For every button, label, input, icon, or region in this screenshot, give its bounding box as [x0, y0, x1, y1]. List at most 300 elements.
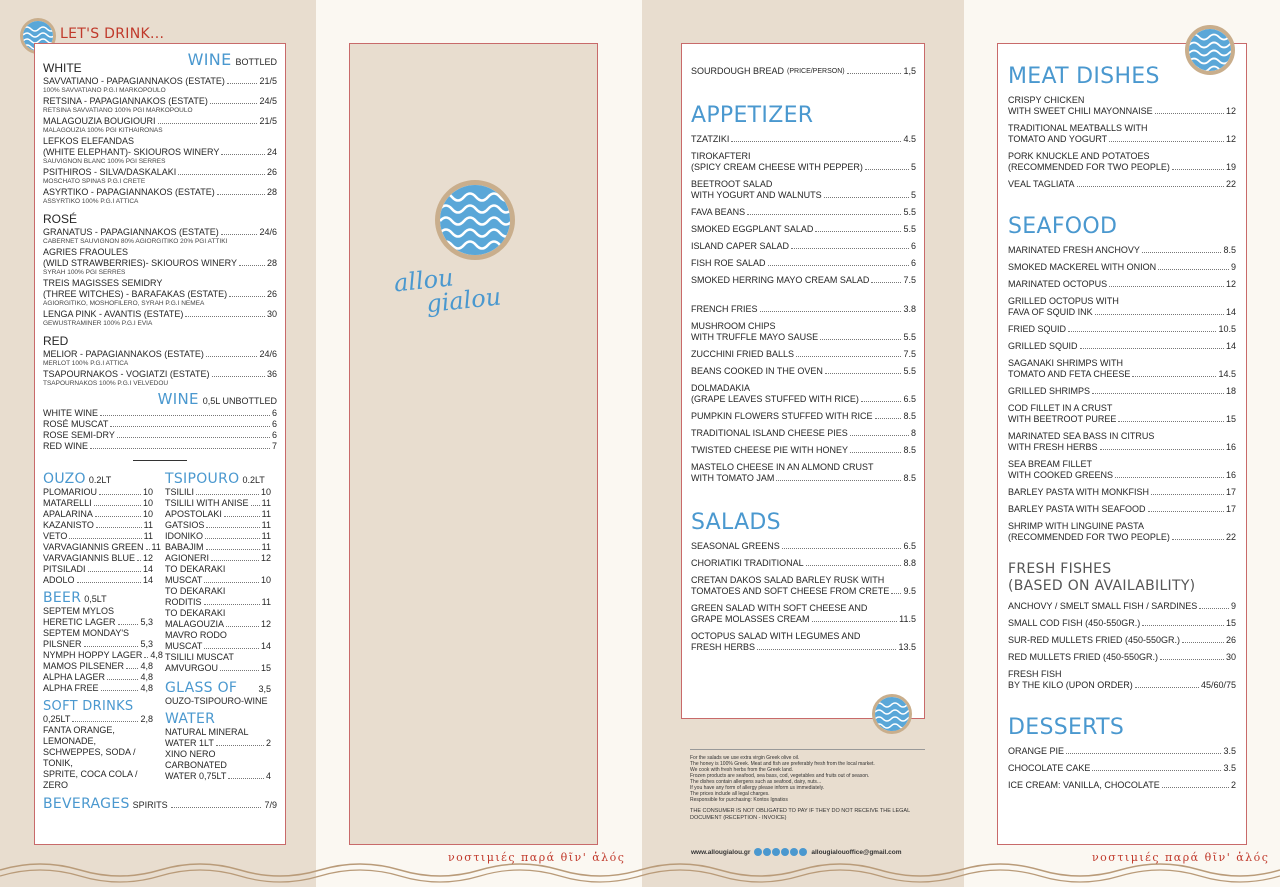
- item-row: [43, 408, 277, 419]
- salads-title: SALADS: [691, 510, 781, 535]
- leader-dots: [95, 516, 141, 517]
- menu-item: [691, 134, 916, 145]
- leader-dots: [117, 437, 270, 438]
- item-row: [691, 428, 916, 439]
- item-name: RED MULLETS FRIED (450-550GR.): [1008, 652, 1159, 662]
- menu-item: [165, 498, 271, 509]
- item-row: [43, 116, 277, 127]
- menu-item: [43, 520, 153, 531]
- item-row: [165, 498, 271, 509]
- mains-frame: [997, 43, 1247, 845]
- menu-item: [43, 628, 153, 639]
- menu-item: [43, 509, 153, 520]
- item-name: WITH COOKED GREENS: [1008, 470, 1114, 480]
- item-row: [43, 683, 153, 694]
- item-name: VETO: [43, 531, 68, 541]
- item-row: [43, 441, 277, 452]
- note-line: For the salads we use extra virgin Greek olive oil.: [690, 755, 800, 761]
- item-name: MATARELLI: [43, 498, 92, 508]
- item-row: [165, 597, 271, 608]
- leader-dots: [69, 538, 141, 539]
- item-name: VEAL TAGLIATA: [1008, 179, 1075, 189]
- item-name: ORANGE PIE: [1008, 746, 1065, 756]
- menu-item: [1008, 179, 1236, 190]
- item-name: APOSTOLAKI: [165, 509, 222, 519]
- appetizers-frame: [681, 43, 925, 719]
- leader-dots: [1182, 642, 1224, 643]
- leader-dots: [227, 83, 258, 84]
- item-price: 28: [266, 258, 277, 268]
- item-row: [43, 575, 153, 586]
- item-name: (RECOMMENDED FOR TWO PEOPLE): [1008, 532, 1170, 542]
- leader-dots: [815, 231, 901, 232]
- menu-item: [165, 542, 271, 553]
- leader-dots: [101, 690, 139, 691]
- leader-dots: [88, 571, 141, 572]
- item-name: FRENCH FRIES: [691, 304, 758, 314]
- item-price: 36: [266, 369, 277, 379]
- beer-suffix: 0,5LT: [84, 594, 107, 604]
- leader-dots: [204, 604, 260, 605]
- item-price: 6: [271, 408, 277, 418]
- item-name: TOMATO AND FETA CHEESE: [1008, 369, 1131, 379]
- item-price: 12: [260, 553, 271, 563]
- leader-dots: [806, 565, 902, 566]
- leader-dots: [861, 401, 902, 402]
- item-name: ISLAND CAPER SALAD: [691, 241, 790, 251]
- menu-item: [1008, 618, 1236, 629]
- item-price: 9: [1230, 601, 1236, 611]
- leader-dots: [1109, 286, 1224, 287]
- allergen-notes: [690, 755, 925, 803]
- item-row: [165, 487, 271, 498]
- item-name: APALARINA: [43, 509, 93, 519]
- leader-dots: [850, 452, 901, 453]
- item-price: 6: [910, 258, 916, 268]
- item-name-line1: MUSHROOM CHIPS: [691, 321, 776, 331]
- menu-item: [43, 430, 277, 441]
- item-row: [43, 96, 277, 107]
- item-row: [1008, 780, 1236, 791]
- leader-dots: [782, 548, 902, 549]
- item-price: 8.5: [1223, 245, 1236, 255]
- item-name: BARLEY PASTA WITH MONKFISH: [1008, 487, 1150, 497]
- lets-drink-heading: LET'S DRINK...: [60, 26, 165, 42]
- item-description: RETSINA SAVVATIANO 100% PGI MARKOPOULO: [43, 107, 193, 114]
- tsipouro-suffix: 0.2LT: [242, 475, 265, 485]
- fresh-fish-sub: (BASED ON AVAILABILITY): [1008, 578, 1196, 594]
- item-name: ALPHA LAGER: [43, 672, 106, 682]
- item-name: TZATZIKI: [691, 134, 730, 144]
- leader-dots: [768, 265, 909, 266]
- item-name: GRAPE MOLASSES CREAM: [691, 614, 810, 624]
- leader-dots: [185, 316, 265, 317]
- appetizer-list-2: [691, 304, 916, 484]
- note-line: The dishes contain allergens such as seafood, dairy, nuts...: [690, 779, 822, 785]
- menu-item: [691, 241, 916, 252]
- item-price: 26: [1225, 635, 1236, 645]
- item-row: [691, 190, 916, 201]
- item-name: RETSINA - PAPAGIANNAKOS (ESTATE): [43, 96, 208, 106]
- item-row: [1008, 179, 1236, 190]
- menu-item: [1008, 123, 1236, 145]
- item-name: CHORIATIKI TRADITIONAL: [691, 558, 804, 568]
- menu-item: [1008, 431, 1236, 453]
- item-name: GATSIOS: [165, 520, 205, 530]
- leader-dots: [1092, 770, 1221, 771]
- item-price: 4,8: [150, 650, 163, 660]
- item-row: [691, 366, 916, 377]
- leader-dots: [1160, 659, 1224, 660]
- glass-of-price: 3,5: [258, 684, 271, 694]
- item-row: [691, 275, 916, 286]
- item-price: 14.5: [1218, 369, 1236, 379]
- item-name: MARINATED FRESH ANCHOVY: [1008, 245, 1140, 255]
- item-price: 26: [266, 167, 277, 177]
- item-price: 14: [1225, 341, 1236, 351]
- item-name: SEASONAL GREENS: [691, 541, 780, 551]
- menu-item: [691, 383, 916, 405]
- seafood-list: [1008, 245, 1236, 543]
- menu-item: [1008, 262, 1236, 273]
- logo-badge-food: [872, 694, 912, 734]
- item-price: 7.5: [903, 349, 916, 359]
- item-row: [1008, 635, 1236, 646]
- item-name: GRANATUS - PAPAGIANNAKOS (ESTATE): [43, 227, 219, 237]
- leader-dots: [1172, 169, 1224, 170]
- leader-dots: [1158, 269, 1229, 270]
- menu-item: [1008, 95, 1236, 117]
- item-name: MALAGOUZIA BOUGIOURI: [43, 116, 156, 126]
- item-price: 3.5: [1223, 746, 1236, 756]
- leader-dots: [850, 435, 909, 436]
- menu-item: [1008, 459, 1236, 481]
- item-row: [43, 628, 153, 639]
- item-name: (SPICY CREAM CHEESE WITH PEPPER): [691, 162, 863, 172]
- leader-dots: [1199, 608, 1229, 609]
- menu-item: [43, 76, 277, 95]
- item-name: ICE CREAM: VANILLA, CHOCOLATE: [1008, 780, 1160, 790]
- leader-dots: [229, 296, 265, 297]
- beer-list: [43, 606, 163, 694]
- item-name: PSITHIROS - SILVA/DASKALAKI: [43, 167, 177, 177]
- item-name: SEPTEM MYLOS: [43, 606, 115, 616]
- menu-item: [43, 349, 277, 368]
- item-name-line1: CRISPY CHICKEN: [1008, 95, 1085, 105]
- leader-dots: [1162, 787, 1229, 788]
- item-price: 6: [910, 241, 916, 251]
- item-row: [1008, 162, 1236, 173]
- menu-item: [43, 661, 153, 672]
- leader-dots: [99, 494, 141, 495]
- menu-item: [1008, 601, 1236, 612]
- item-price: 4,8: [140, 683, 153, 693]
- item-row: [165, 509, 271, 520]
- desserts-title: DESSERTS: [1008, 715, 1125, 740]
- item-name: MARINATED OCTOPUS: [1008, 279, 1108, 289]
- red-title: RED: [43, 334, 69, 348]
- meat-title: MEAT DISHES: [1008, 64, 1160, 89]
- item-price: 8.8: [903, 558, 916, 568]
- leader-dots: [1118, 421, 1224, 422]
- leader-dots: [220, 670, 259, 671]
- item-row: [691, 411, 916, 422]
- item-price: 5: [910, 162, 916, 172]
- menu-item: [691, 445, 916, 456]
- item-price: 24: [266, 147, 277, 157]
- leader-dots: [205, 538, 260, 539]
- item-name: ROSÉ MUSCAT: [43, 419, 109, 429]
- item-price: 30: [266, 309, 277, 319]
- menu-item: [165, 727, 271, 749]
- item-name: MUSCAT: [165, 575, 203, 585]
- item-price: 3.8: [903, 304, 916, 314]
- ouzo-title: OUZO: [43, 471, 86, 487]
- wine-unbottled-suffix: 0,5L UNBOTTLED: [202, 396, 277, 406]
- item-name: WITH TOMATO JAM: [691, 473, 775, 483]
- brand-line2: gialou: [424, 282, 503, 319]
- menu-item: [691, 411, 916, 422]
- menu-item: [43, 617, 153, 628]
- item-row: [165, 663, 271, 674]
- item-row: [691, 332, 916, 343]
- white-wine-list: [43, 76, 277, 206]
- item-row: [1008, 763, 1236, 774]
- item-name: ASYRTIKO - PAPAGIANNAKOS (ESTATE): [43, 187, 215, 197]
- glass-of-title: GLASS OF: [165, 680, 238, 696]
- item-price: 11: [261, 498, 271, 508]
- item-price: 12: [1225, 279, 1236, 289]
- menu-item: [43, 187, 277, 206]
- leader-dots: [90, 448, 270, 449]
- item-price: 8.5: [903, 411, 916, 421]
- item-row: [1008, 245, 1236, 256]
- menu-item: [691, 462, 916, 484]
- menu-item: [43, 408, 277, 419]
- item-description: TSAPOURNAKOS 100% P.G.I VELVEDOU: [43, 380, 169, 387]
- menu-item: [691, 224, 916, 235]
- menu-item: [691, 366, 916, 377]
- leader-dots: [158, 123, 258, 124]
- item-row: [691, 586, 916, 597]
- item-name: WATER 0,75LT: [165, 771, 227, 781]
- leader-dots: [1100, 449, 1224, 450]
- item-name: MUSCAT: [165, 641, 203, 651]
- item-row: [1008, 470, 1236, 481]
- item-name: ALPHA FREE: [43, 683, 99, 693]
- leader-dots: [812, 621, 898, 622]
- item-row: [43, 661, 153, 672]
- menu-item: [43, 564, 153, 575]
- item-name: SMOKED EGGPLANT SALAD: [691, 224, 814, 234]
- item-price: 14: [1225, 307, 1236, 317]
- tsipouro-title: TSIPOURO: [165, 471, 240, 487]
- leader-dots: [144, 657, 148, 658]
- leader-dots: [824, 197, 909, 198]
- leader-dots: [204, 582, 259, 583]
- soft-drink-line: SCHWEPPES, SODA / TONIK,: [43, 747, 136, 768]
- leader-dots: [77, 582, 141, 583]
- website-link[interactable]: www.allougialou.gr: [691, 848, 751, 856]
- menu-item: [1008, 780, 1236, 791]
- item-row: [691, 224, 916, 235]
- item-name: (GRAPE LEAVES STUFFED WITH RICE): [691, 394, 859, 404]
- leader-dots: [1148, 511, 1224, 512]
- leader-dots: [100, 415, 270, 416]
- item-name: WHITE WINE: [43, 408, 98, 418]
- wave-logo-icon: [875, 697, 909, 731]
- note-line: The honey is 100% Greek. Meat and fish are preferably fresh from the local market.: [690, 761, 875, 767]
- menu-item: [165, 630, 271, 652]
- item-row: [43, 650, 163, 661]
- divider: [133, 460, 187, 461]
- item-price: 45/60/75: [1200, 680, 1236, 690]
- item-price: 15: [260, 663, 271, 673]
- item-price: 11: [261, 542, 271, 552]
- item-row: [165, 619, 271, 630]
- item-row: [1008, 386, 1236, 397]
- leader-dots: [224, 516, 260, 517]
- item-price: 5.5: [903, 332, 916, 342]
- item-row: [43, 606, 153, 617]
- email-link[interactable]: allougialouoffice@gmail.com: [811, 848, 902, 856]
- item-name: AGIONERI: [165, 553, 210, 563]
- item-name-line1: AGRIES FRAOULES: [43, 247, 129, 257]
- menu-item: [691, 207, 916, 218]
- leader-dots: [1109, 141, 1224, 142]
- item-name: MAMOS PILSENER: [43, 661, 125, 671]
- item-name: TOMATOES AND SOFT CHEESE FROM CRETE: [691, 586, 890, 596]
- wine-bottled-title: WINE: [187, 50, 232, 69]
- item-description: SAUVIGNON BLANC 100% PGI SERRES: [43, 158, 166, 165]
- soft-drink-line: SPRITE, COCA COLA / ZERO: [43, 769, 138, 790]
- item-price: 11: [261, 520, 271, 530]
- menu-item: [691, 558, 916, 569]
- leader-dots: [107, 679, 138, 680]
- leader-dots: [94, 505, 141, 506]
- item-name: WITH BEETROOT PUREE: [1008, 414, 1117, 424]
- item-name: RED WINE: [43, 441, 88, 451]
- menu-item: [43, 542, 161, 553]
- item-row: [43, 227, 277, 238]
- item-price: 12: [143, 553, 154, 563]
- white-title: WHITE: [43, 61, 82, 75]
- item-name: TOMATO AND YOGURT: [1008, 134, 1108, 144]
- leader-dots: [84, 646, 139, 647]
- water-list: [165, 727, 271, 782]
- leader-dots: [875, 418, 902, 419]
- item-name: (WHITE ELEPHANT)- SKIOUROS WINERY: [43, 147, 220, 157]
- item-name: VARVAGIANNIS BLUE: [43, 553, 136, 563]
- item-row: [43, 349, 277, 360]
- item-name: MALAGOUZIA: [165, 619, 225, 629]
- item-price: 5,3: [140, 617, 153, 627]
- leader-dots: [760, 311, 902, 312]
- item-name: TSAPOURNAKOS - VOGIATZI (ESTATE): [43, 369, 210, 379]
- item-row: [165, 531, 271, 542]
- brand-wordmark: [393, 261, 502, 320]
- item-row: [1008, 324, 1236, 335]
- leader-dots: [871, 282, 901, 283]
- item-row: [691, 162, 916, 173]
- leader-dots: [206, 527, 259, 528]
- leader-dots: [1142, 625, 1224, 626]
- item-name-line1: OCTOPUS SALAD WITH LEGUMES AND: [691, 631, 861, 641]
- menu-item: [165, 509, 271, 520]
- salads-list: [691, 541, 916, 653]
- item-row: [43, 531, 153, 542]
- item-name: LENGA PINK - AVANTIS (ESTATE): [43, 309, 184, 319]
- item-name: ADOLO: [43, 575, 75, 585]
- item-price: 8.5: [903, 445, 916, 455]
- item-price: 7.5: [903, 275, 916, 285]
- menu-item: [43, 136, 277, 166]
- item-price: 10.5: [1218, 324, 1236, 334]
- item-name: TRADITIONAL ISLAND CHEESE PIES: [691, 428, 848, 438]
- item-price: 24/5: [259, 96, 277, 106]
- item-price: 28: [266, 187, 277, 197]
- item-price: 6: [271, 419, 277, 429]
- menu-item: [43, 96, 277, 115]
- tagline-cover: νοστιμιές παρά θῖν' ἁλός: [448, 851, 626, 864]
- menu-item: [691, 275, 916, 286]
- leader-dots: [196, 494, 259, 495]
- item-name: BEANS COOKED IN THE OVEN: [691, 366, 823, 376]
- tsipouro-list: [165, 487, 271, 674]
- item-row: [691, 558, 916, 569]
- item-price: 2: [1230, 780, 1236, 790]
- item-name: WITH FRESH HERBS: [1008, 442, 1098, 452]
- wine-bottled-suffix: BOTTLED: [235, 57, 277, 67]
- leader-dots: [1135, 687, 1199, 688]
- menu-item: [43, 650, 163, 661]
- item-row: [43, 369, 277, 380]
- menu-item: [43, 672, 153, 683]
- menu-item: [1008, 386, 1236, 397]
- menu-item: [691, 428, 916, 439]
- item-price: 10: [142, 498, 153, 508]
- item-name-line1: MARINATED SEA BASS IN CITRUS: [1008, 431, 1155, 441]
- item-description: GEWUSTRAMINER 100% P.G.I EVIA: [43, 320, 153, 327]
- menu-item: [691, 179, 916, 201]
- item-description: MERLOT 100% P.G.I ATTICA: [43, 360, 129, 367]
- logo-badge-cover: [435, 180, 515, 260]
- item-name-line1: TO DEKARAKI: [165, 586, 226, 596]
- item-name: BY THE KILO (UPON ORDER): [1008, 680, 1133, 690]
- item-name: BABAJIM: [165, 542, 204, 552]
- item-row: [1008, 442, 1236, 453]
- leader-dots: [210, 103, 258, 104]
- item-row: [43, 542, 161, 553]
- item-row: [691, 642, 916, 653]
- item-row: [1008, 262, 1236, 273]
- menu-item: [43, 116, 277, 135]
- item-row: [1008, 307, 1236, 318]
- item-price: 16: [1225, 470, 1236, 480]
- item-row: [43, 520, 153, 531]
- menu-item: [43, 575, 153, 586]
- unbottled-wine-list: [43, 408, 277, 452]
- item-price: 13.5: [898, 642, 916, 652]
- menu-item: [1008, 652, 1236, 663]
- note-line: Frozen products are seafood, sea bass, cod, vegetables and fruits out of season.: [690, 773, 870, 779]
- item-row: [43, 617, 153, 628]
- menu-item: [165, 586, 271, 608]
- menu-item: [165, 749, 271, 782]
- leader-dots: [796, 356, 901, 357]
- seafood-title: SEAFOOD: [1008, 214, 1118, 239]
- leader-dots: [228, 778, 264, 779]
